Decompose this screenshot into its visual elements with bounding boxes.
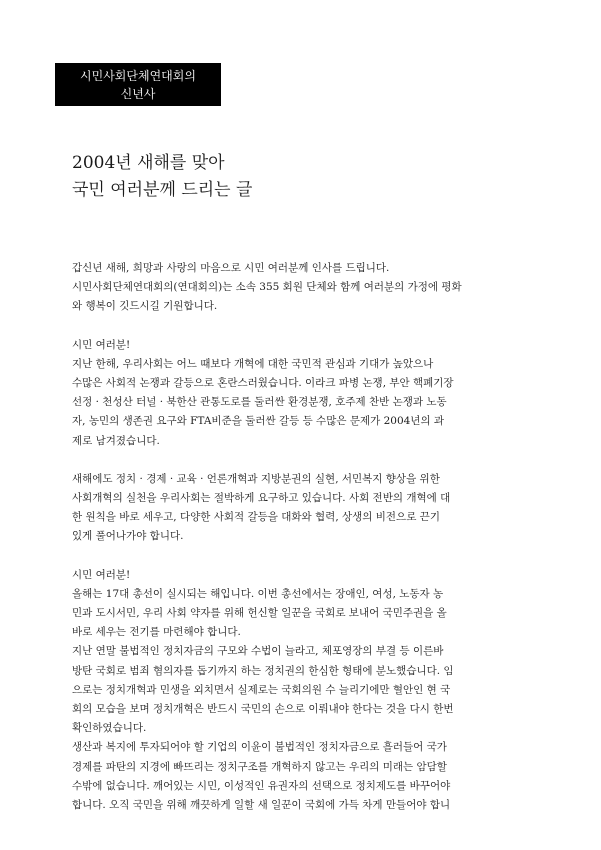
document-title [72,150,252,204]
text-line: 한 원칙을 바로 세우고, 다양한 사회적 갈등을 대화와 협력, 상생의 비전으로 끈기 [72,511,440,524]
paragraph-election [72,566,542,816]
text-line: 시민 여러분! [72,568,131,581]
text-line: 확인하였습니다. [72,722,147,735]
title-line-2: 국민 여러분께 드리는 글 [72,180,253,200]
text-line: 생산과 복지에 투자되어야 할 기업의 이윤이 불법적인 정치자금으로 흘러들어 국가 [72,741,447,754]
text-line: 갑신년 새해, 희망과 사랑의 마음으로 시민 여러분께 인사를 드립니다. [72,262,390,274]
text-line: 새해에도 정치 · 경제 · 교육 · 언론개혁과 지방분권의 실현, 서민복지 향상을 위한 [72,472,440,485]
text-line: 자, 농민의 생존권 요구와 FTA비준을 둘러싼 갈등 등 수많은 문제가 2004년의 과 [72,415,445,428]
header-subtitle: 신년사 [120,87,156,101]
text-line: 방탄 국회로 범죄 혐의자를 돕기까지 하는 정치권의 한심한 형태에 분노했습니다. 임 [72,664,454,677]
text-line: 선정 · 천성산 터널 · 북한산 관통도로를 둘러싼 환경분쟁, 호주제 찬반 논쟁과 노동 [72,396,447,409]
text-line: 회의 모습을 보며 정치개혁은 반드시 국민의 손으로 이뤄내야 한다는 것을 다시 한번 [72,703,454,716]
header-box [55,63,221,106]
text-line: 으로는 정치개혁과 민생을 외치면서 실제로는 국회의원 수 늘리기에만 혈안인 현 국 [72,683,451,696]
document-body [72,259,542,815]
text-line: 경제를 파탄의 지경에 빠뜨리는 정치구조를 개혁하지 않고는 우리의 미래는 암담할 [72,760,447,773]
text-line: 합니다. 오직 국민을 위해 깨끗하게 일할 새 일꾼이 국회에 가득 차게 만들어야 합니 [72,799,451,812]
text-line: 사회개혁의 실천을 우리사회는 절박하게 요구하고 있습니다. 사회 전반의 개혁에 대 [72,492,451,505]
text-line: 있게 풀어나가야 합니다. [72,530,184,543]
text-line: 와 행복이 깃드시길 기원합니다. [72,300,218,313]
text-line: 지난 한해, 우리사회는 어느 때보다 개혁에 대한 국민적 관심과 기대가 높았으나 [72,357,434,370]
paragraph-greeting [72,259,542,317]
text-line: 지난 연말 불법적인 정치자금의 구모와 수법이 늘라고, 체포영장의 부결 등 이른바 [72,645,444,658]
title-line-1: 2004년 새해를 맞아 [72,153,225,173]
paragraph-reform [72,470,542,547]
text-line: 수밖에 없습니다. 깨어있는 시민, 이성적인 유권자의 선택으로 정치제도를 바꾸어야 [72,779,451,792]
header-organization: 시민사회단체연대회의 [80,69,196,83]
text-line: 시민사회단체연대회의(연대회의)는 소속 355 회원 단체와 함께 여러분의 가정에 평화 [72,281,462,294]
text-line: 올해는 17대 총선이 실시되는 해입니다. 이번 총선에서는 장애인, 여성, 노동자 농 [72,587,444,600]
text-line: 수많은 사회적 논쟁과 갈등으로 혼란스러웠습니다. 이라크 파병 논쟁, 부안 핵폐기장 [72,377,454,390]
text-line: 민과 도시서민, 우리 사회 약자를 위해 헌신할 일꾼을 국회로 보내어 국민주권을 올 [72,607,447,620]
text-line: 시민 여러분! [72,338,131,351]
text-line: 제로 남겨졌습니다. [72,434,160,447]
paragraph-last-year [72,336,542,451]
text-line: 바로 세우는 전기를 마련해야 합니다. [72,626,241,639]
